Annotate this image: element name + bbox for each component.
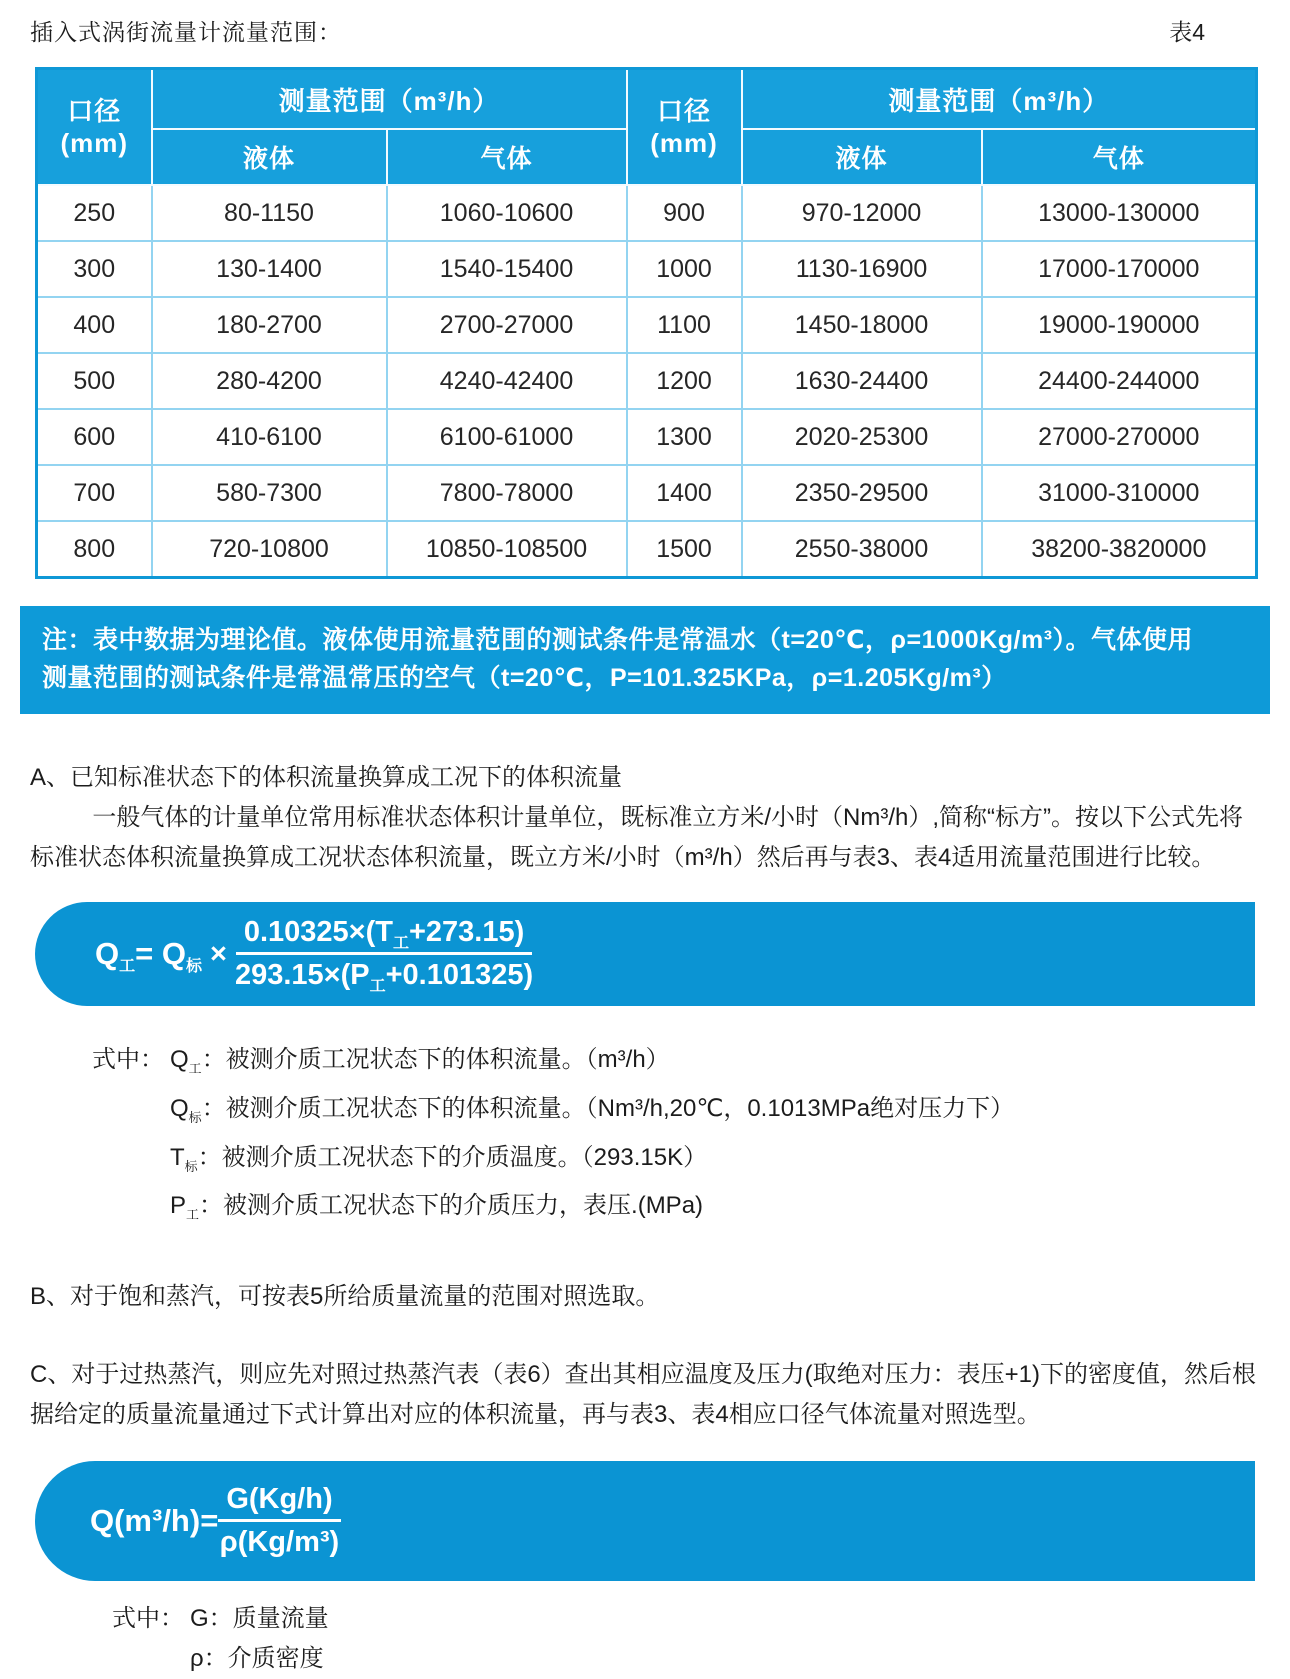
cell-diameter: 600	[37, 409, 152, 465]
header-liquid-right: 液体	[742, 129, 982, 185]
cell-gas: 1060-10600	[387, 185, 627, 241]
legend-prefix	[92, 1138, 170, 1187]
cell-gas: 38200-3820000	[982, 521, 1257, 578]
legend-prefix	[92, 1089, 170, 1138]
table-row	[37, 185, 1257, 241]
legend-row	[92, 1138, 1260, 1187]
legend-text: ：介质密度	[203, 1645, 324, 1673]
table-number-label: 表4	[1169, 19, 1205, 45]
page-title: 插入式涡街流量计流量范围：	[30, 19, 342, 45]
legend-symbol: $T_标$	[170, 1143, 198, 1174]
legend-text: ：被测介质工况状态下的介质温度。（293.15K）	[197, 1143, 708, 1171]
note-line-2: 测量范围的测试条件是常温常压的空气（t=20℃，P=101.325KPa，ρ=1.205Kg/m³）	[42, 664, 1007, 692]
cell-liquid: 2350-29500	[742, 465, 982, 521]
formula-mass-to-volume	[90, 1483, 341, 1559]
formula1-denominator: $293.15\times(P_工+0.101325)$	[234, 959, 534, 995]
formula1-multiply-sign: ×	[210, 937, 227, 970]
cell-diameter: 400	[37, 297, 152, 353]
section-a-body: 一般气体的计量单位常用标准状态体积计量单位，既标准立方米/小时（Nm³/h）,简称“标方”。按以下公式先将标准状态体积流量换算成工况状态体积流量，既立方米/小时（m³/h）然后再与表3、表4适用流量范围进行比较。	[30, 804, 1244, 871]
legend-text: ：质量流量	[208, 1605, 329, 1633]
cell-gas: 4240-42400	[387, 353, 627, 409]
cell-diameter: 250	[37, 185, 152, 241]
cell-liquid: 1130-16900	[742, 241, 982, 297]
table-header-row-1	[37, 69, 1257, 130]
formula-standard-to-working	[95, 916, 534, 995]
formula2-lhs: Q(m³/h)=	[90, 1503, 219, 1539]
header-diameter-left-line1: 口径	[67, 95, 122, 126]
formula-box-standard-to-working	[35, 902, 1255, 1006]
legend-prefix	[112, 1639, 190, 1679]
cell-diameter: 800	[37, 521, 152, 578]
formula2-denominator: ρ(Kg/m³)	[219, 1526, 340, 1559]
header-diameter-right-line2: (mm)	[650, 128, 718, 158]
cell-diameter: 1500	[627, 521, 742, 578]
table-row	[37, 409, 1257, 465]
header-gas-right: 气体	[982, 129, 1257, 185]
legend-row	[112, 1599, 1260, 1639]
legend-prefix: 式中：	[92, 1046, 164, 1073]
header-diameter-right	[627, 69, 742, 186]
legend-row	[92, 1040, 1260, 1089]
cell-gas: 7800-78000	[387, 465, 627, 521]
legend-symbol: $Q_工$	[170, 1046, 202, 1076]
legend-prefix	[92, 1186, 170, 1235]
cell-diameter: 1000	[627, 241, 742, 297]
header-gas-left: 气体	[387, 129, 627, 185]
legend-symbol: G	[190, 1605, 209, 1633]
cell-gas: 10850-108500	[387, 521, 627, 578]
cell-diameter: 1300	[627, 409, 742, 465]
cell-liquid: 2020-25300	[742, 409, 982, 465]
cell-diameter: 1100	[627, 297, 742, 353]
cell-liquid: 580-7300	[152, 465, 387, 521]
note-line-1: 注：表中数据为理论值。液体使用流量范围的测试条件是常温水（t=20℃，ρ=1000Kg/m³）。气体使用	[42, 626, 1194, 654]
cell-liquid: 1450-18000	[742, 297, 982, 353]
formula2-numerator: G(Kg/h)	[218, 1483, 340, 1522]
legend-symbol: $P_工$	[170, 1192, 200, 1223]
cell-diameter: 700	[37, 465, 152, 521]
cell-liquid: 2550-38000	[742, 521, 982, 578]
cell-diameter: 1200	[627, 353, 742, 409]
cell-diameter: 900	[627, 185, 742, 241]
header-diameter-left-line2: (mm)	[60, 128, 129, 158]
cell-gas: 24400-244000	[982, 353, 1257, 409]
formula1-numerator: $0.10325\times(T_工+273.15)$	[236, 916, 532, 955]
cell-gas: 13000-130000	[982, 185, 1257, 241]
formula2-legend	[112, 1599, 1260, 1679]
header-range-right: 测量范围（m³/h）	[742, 69, 1257, 130]
cell-diameter: 300	[37, 241, 152, 297]
legend-text: ：被测介质工况状态下的体积流量。（Nm³/h,20℃，0.1013MPa绝对压力下）	[201, 1094, 1015, 1122]
table-row	[37, 241, 1257, 297]
cell-diameter: 500	[37, 353, 152, 409]
header-diameter-right-line1: 口径	[657, 95, 712, 126]
cell-gas: 27000-270000	[982, 409, 1257, 465]
legend-symbol: $Q_标$	[170, 1094, 202, 1125]
legend-text: ：被测介质工况状态下的介质压力，表压.(MPa)	[199, 1192, 704, 1220]
table-row	[37, 353, 1257, 409]
cell-liquid: 130-1400	[152, 241, 387, 297]
formula2-fraction	[218, 1483, 340, 1559]
cell-liquid: 1630-24400	[742, 353, 982, 409]
formula1-q-working: $Q_工= Q_标$	[95, 936, 203, 976]
header-range-left: 测量范围（m³/h）	[152, 69, 627, 130]
section-c: C、对于过热蒸汽，则应先对照过热蒸汽表（表6）查出其相应温度及压力(取绝对压力：表压+1)下的密度值，然后根据给定的质量流量通过下式计算出对应的体积流量，再与表3、表4相应口径气体流量对照选型。	[30, 1361, 1257, 1429]
cell-liquid: 410-6100	[152, 409, 387, 465]
cell-gas: 1540-15400	[387, 241, 627, 297]
cell-gas: 2700-27000	[387, 297, 627, 353]
cell-gas: 19000-190000	[982, 297, 1257, 353]
section-a-heading: A、已知标准状态下的体积流量换算成工况下的体积流量	[30, 764, 623, 791]
cell-liquid: 970-12000	[742, 185, 982, 241]
legend-prefix: 式中：	[112, 1605, 184, 1633]
title-bar	[0, 0, 1290, 47]
flow-range-table-wrap	[35, 67, 1255, 579]
formula-box-mass-to-volume	[35, 1461, 1255, 1581]
table-row	[37, 465, 1257, 521]
flow-range-table	[35, 67, 1258, 579]
note-box	[20, 606, 1270, 714]
header-diameter-left	[37, 69, 152, 186]
formula1-legend	[92, 1040, 1260, 1235]
cell-diameter: 1400	[627, 465, 742, 521]
cell-liquid: 180-2700	[152, 297, 387, 353]
legend-text: ：被测介质工况状态下的体积流量。（m³/h）	[201, 1046, 670, 1073]
cell-liquid: 280-4200	[152, 353, 387, 409]
cell-liquid: 720-10800	[152, 521, 387, 578]
section-b: B、对于饱和蒸汽，可按表5所给质量流量的范围对照选取。	[30, 1283, 660, 1311]
table-row	[37, 297, 1257, 353]
legend-row	[112, 1639, 1260, 1679]
formula1-fraction	[234, 916, 534, 995]
cell-liquid: 80-1150	[152, 185, 387, 241]
header-liquid-left: 液体	[152, 129, 387, 185]
table-row	[37, 521, 1257, 578]
cell-gas: 17000-170000	[982, 241, 1257, 297]
legend-symbol: ρ	[190, 1645, 204, 1673]
legend-row	[92, 1089, 1260, 1138]
cell-gas: 6100-61000	[387, 409, 627, 465]
legend-row	[92, 1186, 1260, 1235]
cell-gas: 31000-310000	[982, 465, 1257, 521]
